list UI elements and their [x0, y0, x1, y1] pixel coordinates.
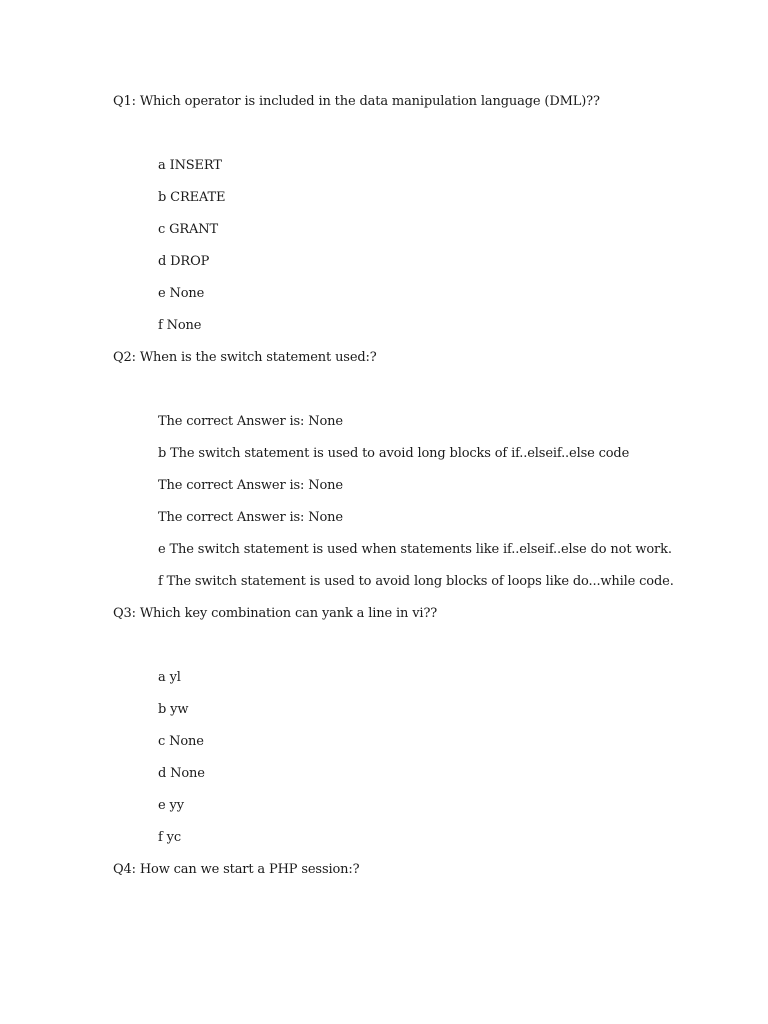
question-4: Q4: How can we start a PHP session:?	[113, 862, 360, 877]
q1-option-f: f None	[158, 318, 202, 333]
q1-option-c: c GRANT	[158, 222, 218, 237]
q3-option-e: e yy	[158, 798, 184, 813]
q1-option-e: e None	[158, 286, 205, 301]
q2-option-c: The correct Answer is: None	[158, 478, 343, 493]
q2-option-a: The correct Answer is: None	[158, 414, 343, 429]
q3-option-a: a yl	[158, 670, 181, 685]
q2-option-e: e The switch statement is used when statements like if..elseif..else do not work.	[158, 542, 672, 557]
q3-option-c: c None	[158, 734, 204, 749]
q2-option-d: The correct Answer is: None	[158, 510, 343, 525]
question-3: Q3: Which key combination can yank a line in vi??	[113, 606, 438, 621]
q1-option-b: b CREATE	[158, 190, 226, 205]
q2-option-f: f The switch statement is used to avoid long blocks of loops like do...while code.	[158, 574, 674, 589]
question-1: Q1: Which operator is included in the data manipulation language (DML)??	[113, 94, 600, 109]
q1-option-d: d DROP	[158, 254, 210, 269]
q3-option-b: b yw	[158, 702, 189, 717]
q3-option-d: d None	[158, 766, 205, 781]
question-2: Q2: When is the switch statement used:?	[113, 350, 377, 365]
q3-option-f: f yc	[158, 830, 181, 845]
q2-option-b: b The switch statement is used to avoid long blocks of if..elseif..else code	[158, 446, 630, 461]
q1-option-a: a INSERT	[158, 158, 222, 173]
